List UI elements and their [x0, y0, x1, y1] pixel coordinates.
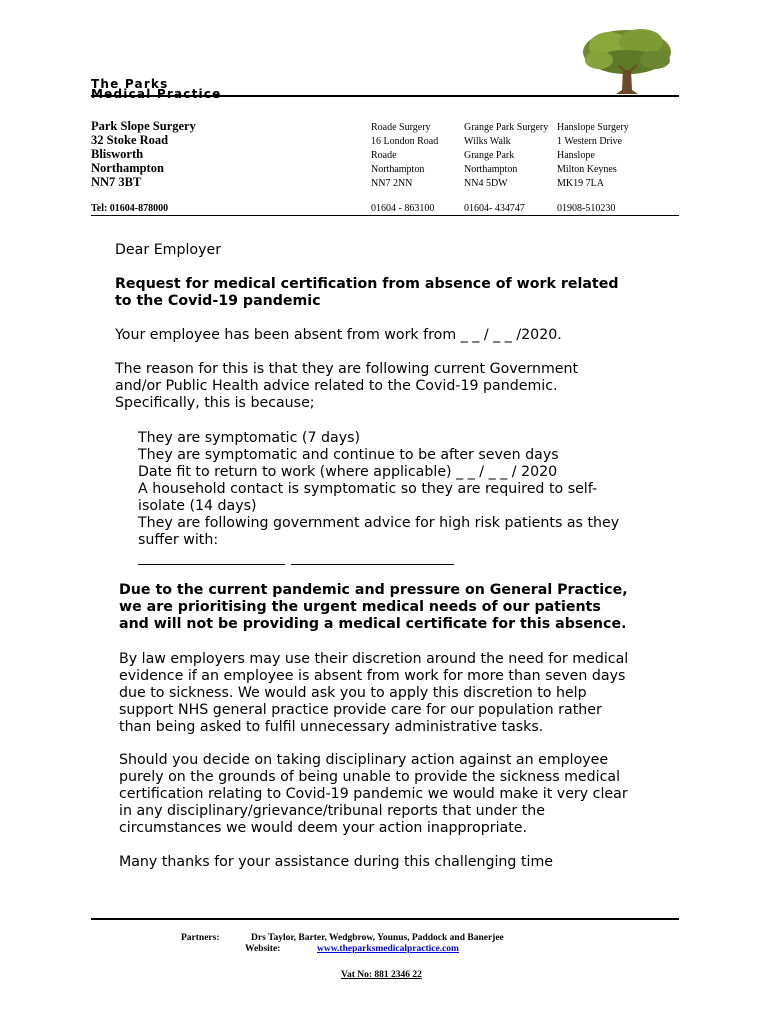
branch-city: Milton Keynes: [557, 164, 617, 175]
closing-line: Many thanks for your assistance during this challenging time: [119, 854, 553, 870]
paragraph-line: due to sickness. We would ask you to apply this discretion to help: [119, 685, 587, 701]
branch-town: Hanslope: [557, 150, 595, 161]
subject-line: Request for medical certification from absence of work related: [115, 276, 619, 292]
vat-number: Vat No: 881 2346 22: [341, 970, 422, 980]
branch-town: Grange Park: [464, 150, 515, 161]
partners-label: Partners:: [181, 933, 220, 943]
main-surgery-town: Blisworth: [91, 147, 144, 161]
paragraph-line: Should you decide on taking disciplinary action against an employee: [119, 752, 609, 768]
branch-tel-roade: 01604 - 863100: [371, 203, 435, 214]
notice-paragraph: [119, 582, 628, 633]
condition-fill-line: [291, 564, 454, 565]
paragraph-line: and/or Public Health advice related to the Covid-19 pandemic.: [115, 378, 558, 394]
main-surgery-tel: Tel: 01604-878000: [91, 203, 169, 214]
paragraph-line: in any disciplinary/grievance/tribunal reports that under the: [119, 803, 545, 819]
paragraph-line: Due to the current pandemic and pressure on General Practice,: [119, 582, 628, 598]
branch-tel-grange-park: 01604- 434747: [464, 203, 525, 214]
paragraph-line: The reason for this is that they are following current Government: [115, 361, 579, 377]
paragraph-line: evidence if an employee is absent from work for more than seven days: [119, 668, 626, 684]
branch-name: Roade Surgery: [371, 122, 431, 133]
branch-city: Northampton: [371, 164, 425, 175]
header-rule: [91, 95, 679, 97]
paragraph-line: Specifically, this is because;: [115, 395, 315, 411]
salutation: Dear Employer: [115, 242, 222, 258]
branch-tel-hanslope: 01908-510230: [557, 203, 616, 214]
footer-rule: [91, 918, 679, 920]
paragraph-line: we are prioritising the urgent medical needs of our patients: [119, 599, 601, 615]
bullet-item: Date fit to return to work (where applicable) _ _ / _ _ / 2020: [138, 464, 558, 480]
branch-postcode: NN7 2NN: [371, 178, 413, 189]
bullet-line: A household contact is symptomatic so they are required to self-: [138, 481, 598, 497]
paragraph-line: and will not be providing a medical certificate for this absence.: [119, 616, 627, 632]
subject-line: to the Covid-19 pandemic: [115, 293, 321, 309]
branch-name: Grange Park Surgery: [464, 122, 549, 133]
partners-names: Drs Taylor, Barter, Wedgbrow, Younus, Paddock and Banerjee: [251, 933, 504, 943]
law-paragraph: [119, 651, 628, 736]
branch-city: Northampton: [464, 164, 518, 175]
subject-heading: [115, 276, 618, 310]
bullet-line: suffer with:: [138, 532, 219, 548]
website-label: Website:: [245, 944, 281, 954]
paragraph-line: circumstances we would deem your action inappropriate.: [119, 820, 528, 836]
main-surgery-name: Park Slope Surgery: [91, 119, 196, 133]
branch-address-roade: [371, 121, 438, 191]
bullet-line: isolate (14 days): [138, 498, 257, 514]
bullet-item: They are symptomatic and continue to be after seven days: [138, 447, 559, 463]
paragraph-line: than being asked to fulfil unnecessary administrative tasks.: [119, 719, 544, 735]
branch-address-grange-park: [464, 121, 548, 191]
main-surgery-street: 32 Stoke Road: [91, 133, 169, 147]
website-link[interactable]: www.theparksmedicalpractice.com: [317, 944, 459, 954]
branch-street: 1 Western Drive: [557, 136, 623, 147]
branch-name: Hanslope Surgery: [557, 122, 629, 133]
paragraph-line: support NHS general practice provide care for our population rather: [119, 702, 602, 718]
branch-postcode: NN4 5DW: [464, 178, 508, 189]
absence-dates: Your employee has been absent from work from _ _ / _ _ /2020.: [115, 327, 562, 343]
condition-fill-line: [138, 564, 285, 565]
reason-paragraph: [115, 361, 578, 412]
main-surgery-address: [91, 119, 196, 189]
logo-line-1: The Parks: [91, 77, 169, 91]
disciplinary-paragraph: [119, 752, 628, 837]
paragraph-line: By law employers may use their discretion around the need for medical: [119, 651, 629, 667]
bullet-item: [138, 481, 597, 515]
bullet-line: They are following government advice for high risk patients as they: [138, 515, 620, 531]
main-surgery-city: Northampton: [91, 161, 164, 175]
logo-line-2: Medical Practice: [91, 87, 222, 101]
bullet-item: They are symptomatic (7 days): [138, 430, 361, 446]
branch-street: Wilks Walk: [464, 136, 511, 147]
bullet-item: [138, 515, 619, 549]
paragraph-line: purely on the grounds of being unable to provide the sickness medical: [119, 769, 621, 785]
branch-town: Roade: [371, 150, 397, 161]
branch-street: 16 London Road: [371, 136, 439, 147]
main-surgery-postcode: NN7 3BT: [91, 175, 142, 189]
paragraph-line: certification relating to Covid-19 pandemic we would make it very clear: [119, 786, 628, 802]
address-rule: [91, 215, 679, 216]
tree-icon: [579, 26, 675, 96]
branch-address-hanslope: [557, 121, 629, 191]
branch-postcode: MK19 7LA: [557, 178, 604, 189]
